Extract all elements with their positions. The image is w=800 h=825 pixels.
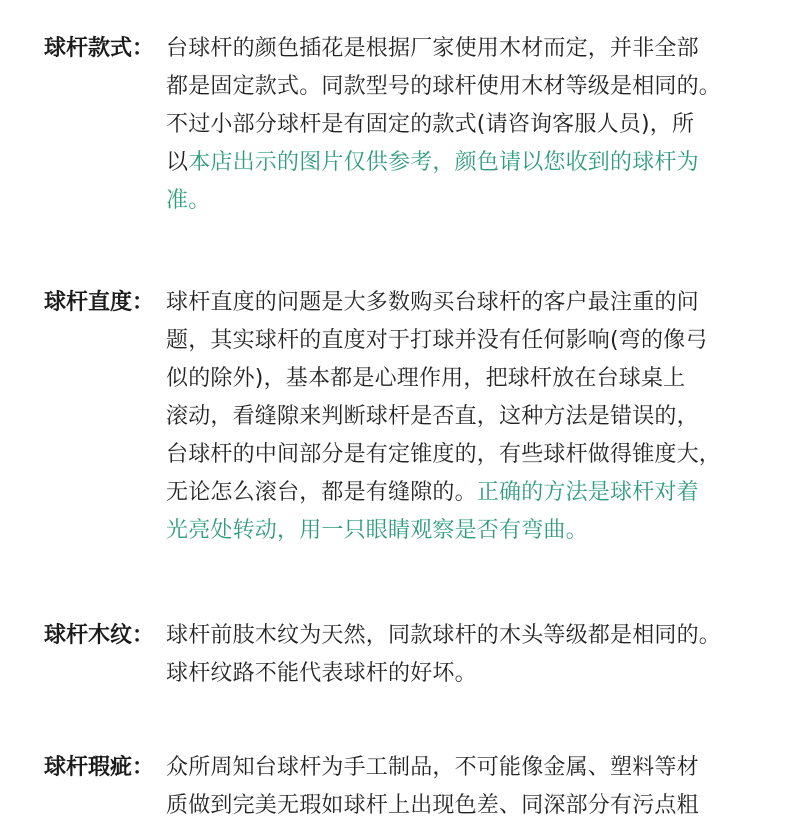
body-text: 似的除外)，基本都是心理作用，把球杆放在台球桌上 [166,366,686,391]
section-body [166,749,774,825]
section-label: 球杆款式： [44,36,155,61]
text-line [166,30,774,68]
section-body [166,284,774,550]
text-line [166,749,774,787]
highlighted-text: 本店出示的图片仅供参考，颜色请以您收到的球杆为 [188,150,699,175]
section-body [166,617,774,693]
body-text: 球杆纹路不能代表球杆的好坏。 [166,661,477,686]
highlighted-text: 正确的方法是球杆对着 [476,480,699,505]
text-line [166,144,774,182]
text-line [166,322,774,360]
text-line [166,182,774,220]
text-line [166,284,774,322]
text-line [166,68,774,106]
text-line [166,655,774,693]
body-text: 滚动，看缝隙来判断球杆是否直，这种方法是错误的， [166,404,699,429]
text-line [166,360,774,398]
section-label: 球杆瑕疵： [44,755,155,780]
section-label: 球杆直度： [44,290,155,315]
body-text: 都是固定款式。同款型号的球杆使用木材等级是相同的。 [166,74,722,99]
text-line [166,398,774,436]
body-text: 台球杆的颜色插花是根据厂家使用木材而定，并非全部 [166,36,699,61]
section-body [166,30,774,220]
text-line [166,474,774,512]
text-line [166,787,774,825]
body-text: 质做到完美无瑕如球杆上出现色差、同深部分有污点粗 [166,793,699,818]
body-text: 球杆前肢木纹为天然，同款球杆的木头等级都是相同的。 [166,623,722,648]
body-text: 以 [166,150,189,175]
section-label: 球杆木纹： [44,623,155,648]
body-text: 台球杆的中间部分是有定锥度的，有些球杆做得锥度大， [166,442,722,467]
highlighted-text: 准。 [166,188,211,213]
text-line [166,106,774,144]
text-line [166,617,774,655]
highlighted-text: 光亮处转动，用一只眼睛观察是否有弯曲。 [166,518,588,543]
text-line [166,436,774,474]
body-text: 球杆直度的问题是大多数购买台球杆的客户最注重的问 [166,290,699,315]
body-text: 不过小部分球杆是有固定的款式(请咨询客服人员)，所 [166,112,695,137]
body-text: 题，其实球杆的直度对于打球并没有任何影响(弯的像弓 [166,328,708,353]
body-text: 无论怎么滚台，都是有缝隙的。 [166,480,477,505]
body-text: 众所周知台球杆为手工制品，不可能像金属、塑料等材 [166,755,699,780]
text-line [166,512,774,550]
